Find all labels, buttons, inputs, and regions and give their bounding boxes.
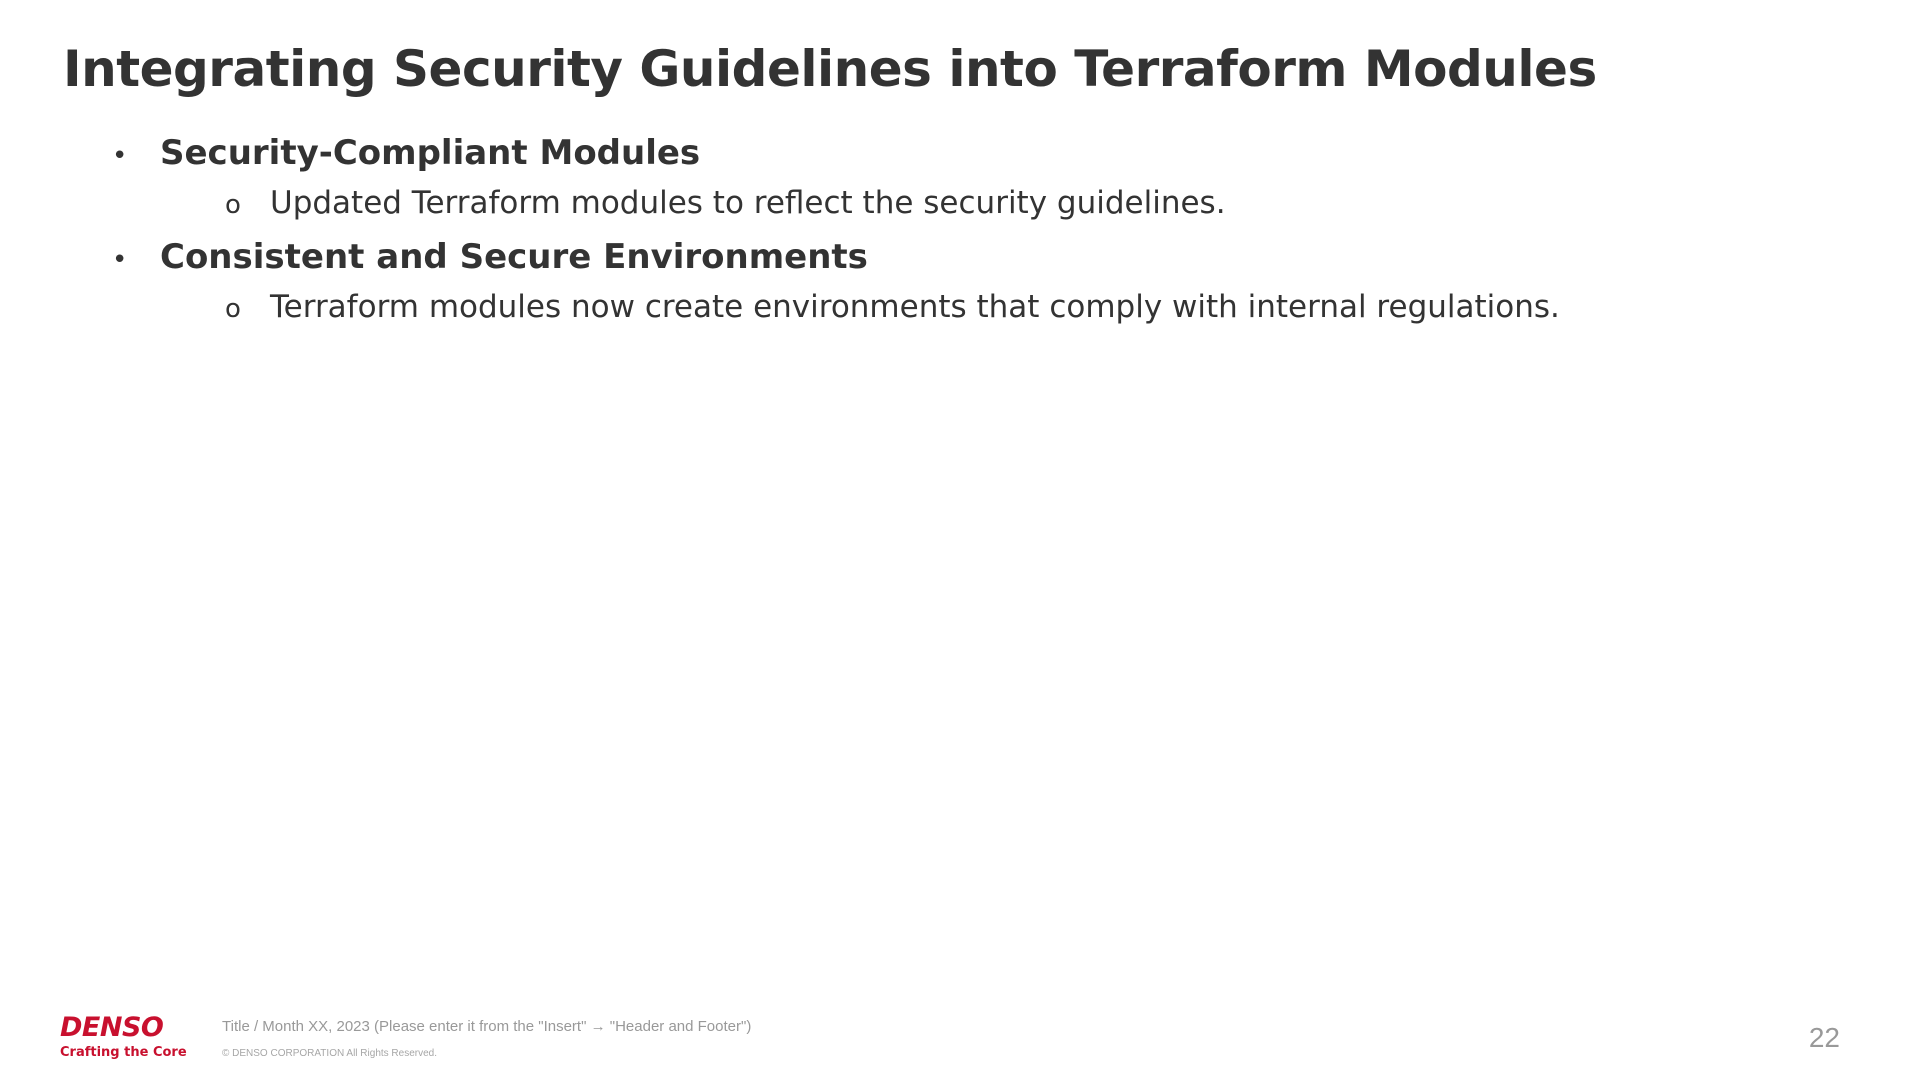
sub-bullet-text: Updated Terraform modules to reflect the security guidelines. [270,185,1226,221]
bullet-marker: • [112,245,128,275]
logo-wordmark: DENSO [60,1012,164,1043]
sub-bullet-marker: o [225,294,241,324]
bullet-marker: • [112,141,128,171]
bullet-label: Consistent and Secure Environments [160,237,868,277]
sub-bullet-row [112,185,1812,237]
bullet-list [112,133,1812,341]
logo-tagline: Crafting the Core [60,1045,187,1060]
bullet-row [112,237,1812,289]
sub-bullet-text: Terraform modules now create environments that comply with internal regulations. [270,289,1560,325]
denso-logo [60,1013,187,1061]
bullet-row [112,133,1812,185]
bullet-item-security-compliant-modules [112,133,1812,237]
page-number: 22 [1808,1022,1840,1053]
bullet-item-consistent-secure-environments [112,237,1812,341]
sub-bullet-marker: o [225,190,241,220]
bullet-label: Security-Compliant Modules [160,133,701,173]
sub-bullet-row [112,289,1812,341]
footer-note: Title / Month XX, 2023 (Please enter it from the "Insert" → "Header and Footer") [222,1018,752,1035]
slide-title: Integrating Security Guidelines into Terraform Modules [63,40,1597,98]
footer-copyright: © DENSO CORPORATION All Rights Reserved. [222,1048,438,1059]
